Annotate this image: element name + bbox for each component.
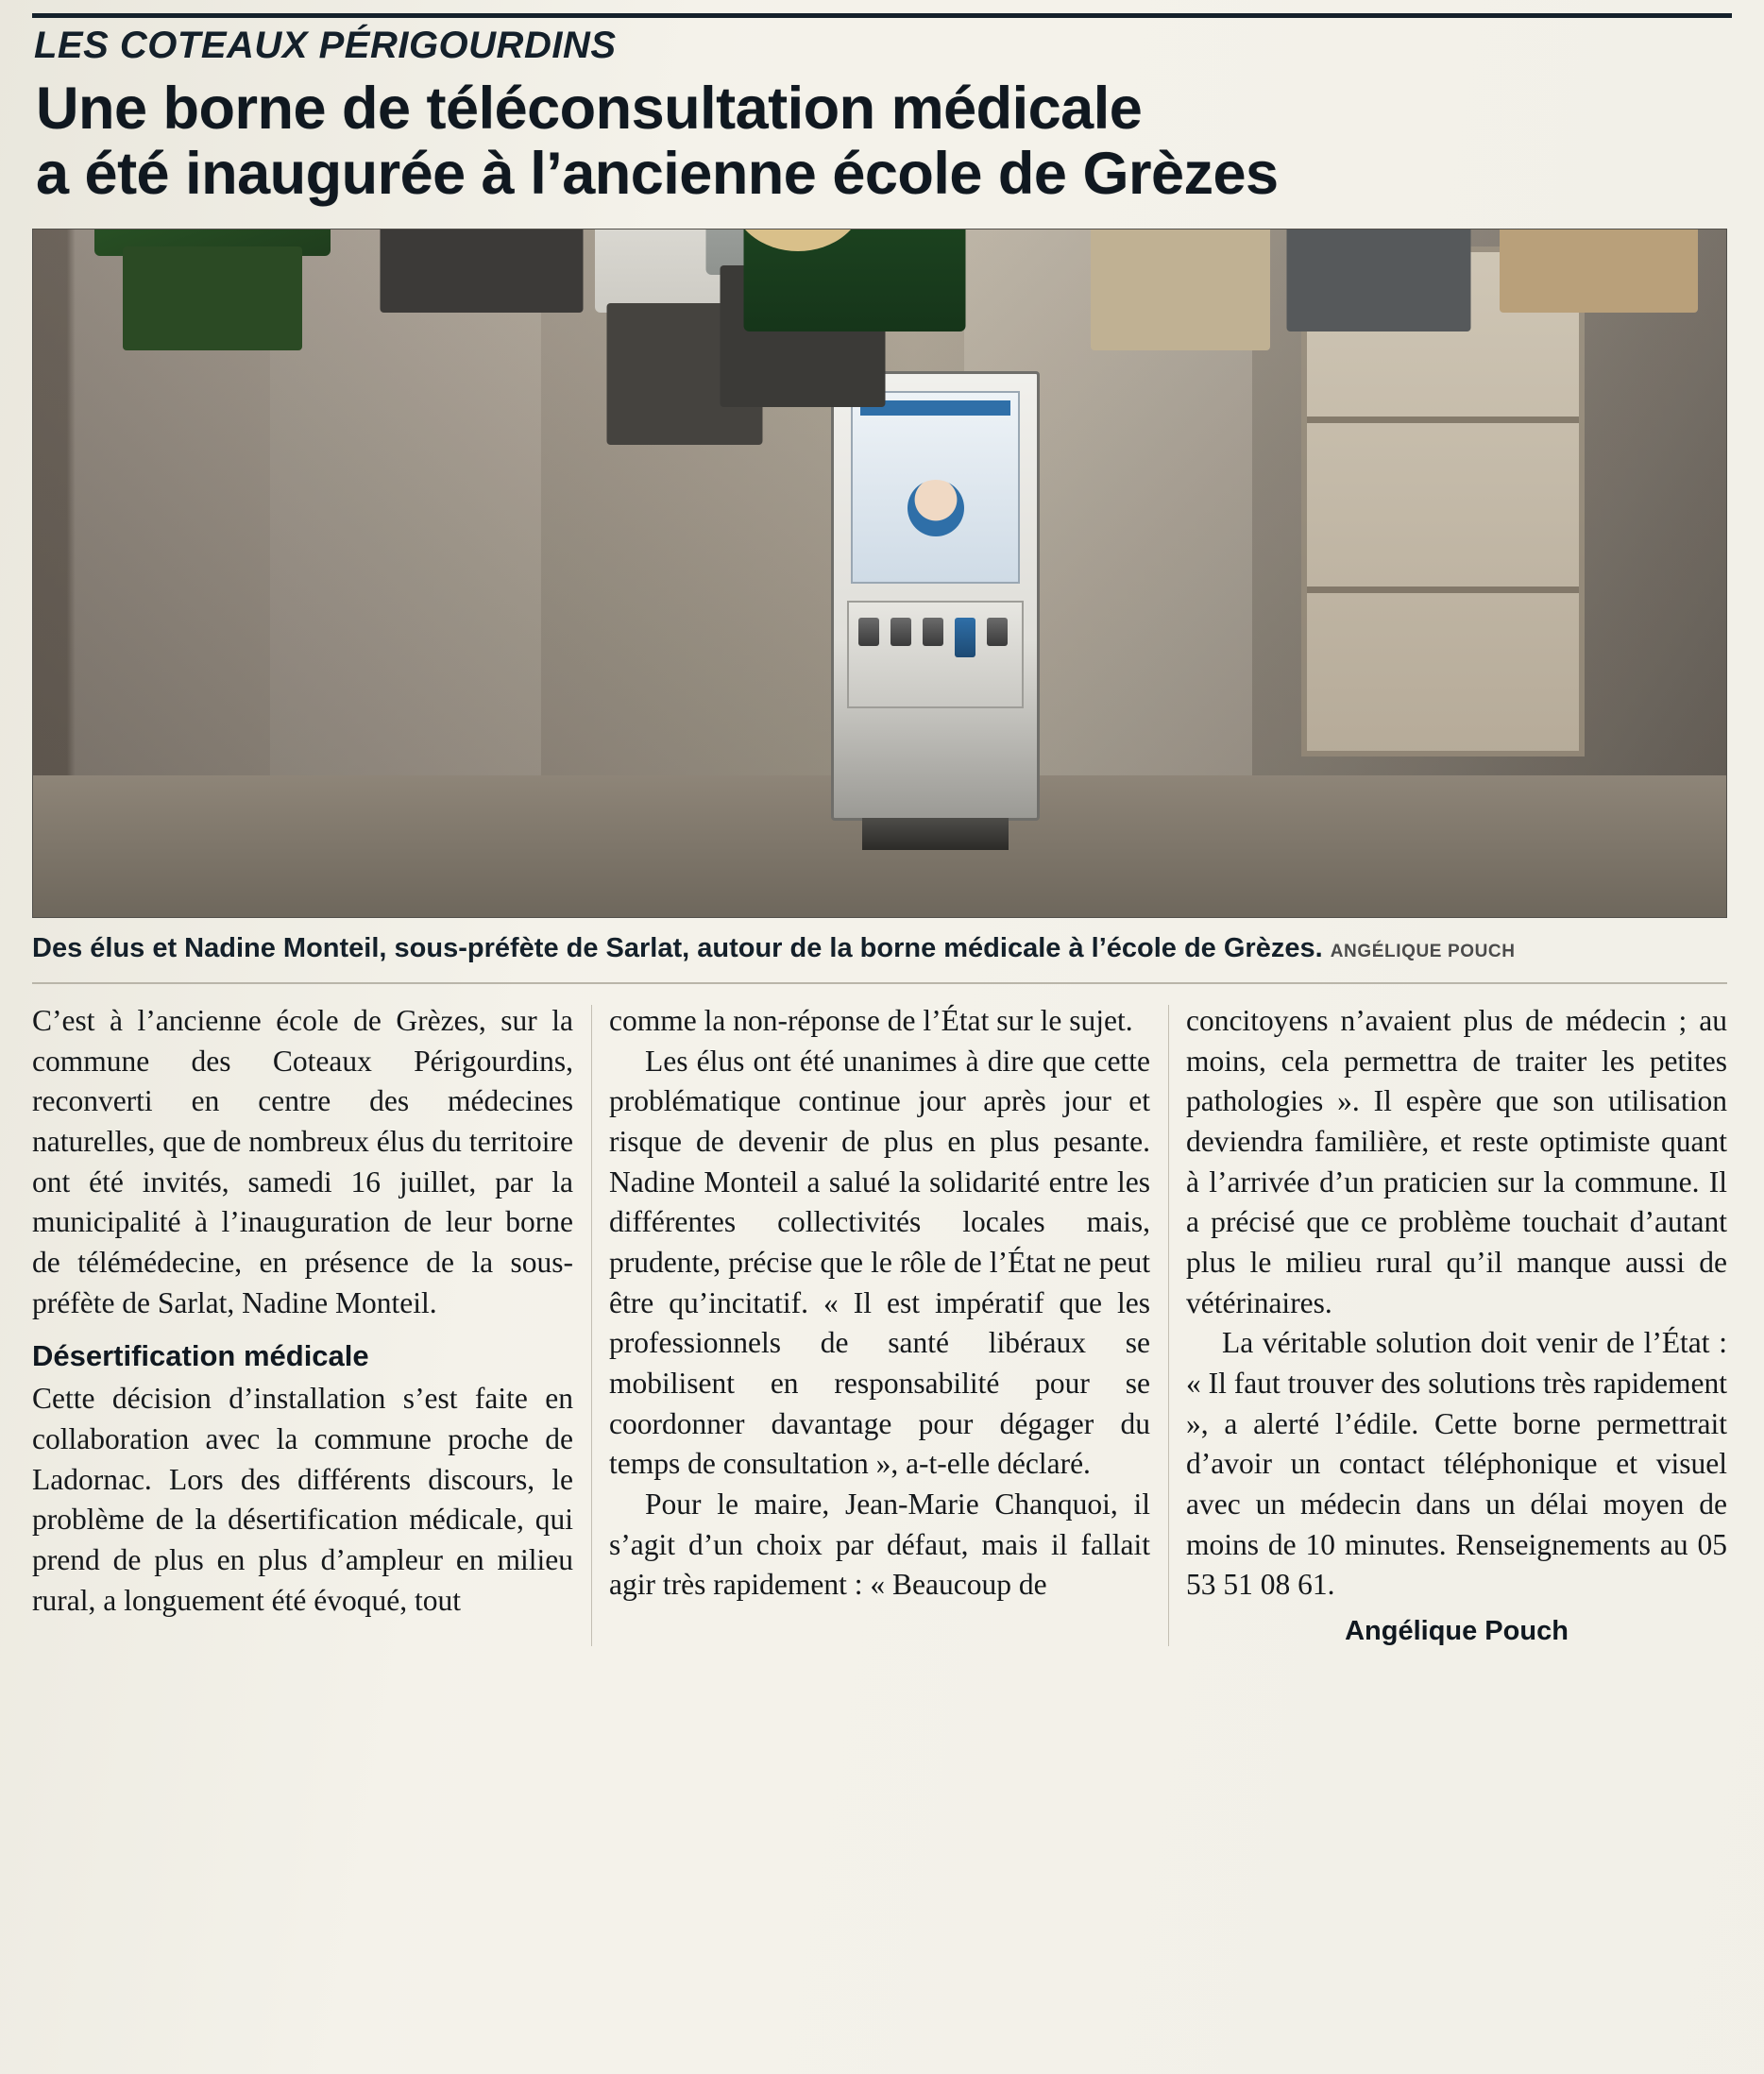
column-rule-2 <box>1168 1005 1169 1646</box>
section-subheading: Désertification médicale <box>32 1339 369 1373</box>
article-column-1 <box>32 1001 573 1650</box>
person-1-legs <box>123 246 302 350</box>
paragraph: comme la non-réponse de l’État sur le sujet. <box>609 1003 1133 1037</box>
caption-text: Des élus et Nadine Monteil, sous-préfète de Sarlat, autour de la borne médicale à l’école de Grèzes. <box>32 932 1323 963</box>
section-kicker: LES COTEAUX PÉRIGOURDINS <box>34 25 617 66</box>
top-rule <box>32 13 1732 18</box>
person-6-legs <box>1091 229 1270 350</box>
paragraph: Cette décision d’installation s’est faite en collaboration avec la commune proche de Ladornac. Lors des différents discours, le problème de la désertification médicale, qui prend de plus en plus d’ampleur en milieu rural, a longuement été évoqué, tout <box>32 1382 573 1617</box>
person-2-legs <box>381 229 584 313</box>
article-body <box>32 1001 1727 1650</box>
person-2 <box>345 313 619 917</box>
page-content <box>32 13 1732 2063</box>
article-column-3 <box>1186 1001 1727 1650</box>
page-title <box>36 76 1732 208</box>
headline-line-2: a été inaugurée à l’ancienne école de Grèzes <box>36 141 1279 208</box>
paragraph: La véritable solution doit venir de l’État : « Il faut trouver des solutions très rapidement », a alerté l’édile. Cette borne permettrait d’avoir un contact téléphonique et visuel avec un médecin dans un délai moyen de moins de 10 minutes. Renseignements au 05 53 51 08 61. <box>1186 1326 1727 1602</box>
person-7-legs <box>1287 229 1471 332</box>
photo-canvas <box>33 230 1726 917</box>
photo-credit: ANGÉLIQUE POUCH <box>1330 941 1516 961</box>
paragraph: Les élus ont été unanimes à dire que cette problématique continue jour après jour et risque de devenir de plus en plus pesante. Nadine Monteil a salué la solidarité entre les différentes collectivités locales mais, prudente, précise que le rôle de l’État ne peut être qu’incitatif. « Il est impératif que les professionnels de santé libéraux se mobilisent en responsabilité pour se coordonner davantage pour dégager du temps de consultation », a-t-elle déclaré. <box>609 1044 1150 1481</box>
paragraph: concitoyens n’avaient plus de médecin ; au moins, cela permettra de traiter les petites pathologies ». Il espère que son utilisation deviendra familière, et reste optimiste quant à l’arrivée d’un praticien sur la commune. Il a précisé que ce problème touchait d’autant plus le milieu rural qu’il manque aussi de vétérinaires. <box>1186 1003 1727 1319</box>
paragraph: Pour le maire, Jean-Marie Chanquoi, il s’agit d’un choix par défaut, mais il fallait agir très rapidement : « Beaucoup de <box>609 1487 1150 1602</box>
photo-caption <box>32 931 1694 965</box>
caption-rule <box>32 982 1727 984</box>
article-column-2 <box>609 1001 1150 1650</box>
person-8-legs <box>1500 229 1698 313</box>
article-byline: Angélique Pouch <box>1345 1615 1569 1646</box>
column-rule-1 <box>591 1005 592 1646</box>
article-photo <box>32 229 1727 918</box>
person-8 <box>1468 313 1727 917</box>
person-5 <box>713 332 996 917</box>
person-1 <box>71 350 354 917</box>
paragraph: C’est à l’ancienne école de Grèzes, sur la commune des Coteaux Périgourdins, reconverti en centre des médecines naturelles, que de nombreux élus du territoire ont été invités, samedi 16 juillet, par la municipalité à l’inauguration de leur borne de télémédecine, en présence de la sous-préfète de Sarlat, Nadine Monteil. <box>32 1003 573 1319</box>
headline-line-1: Une borne de téléconsultation médicale <box>36 76 1143 142</box>
